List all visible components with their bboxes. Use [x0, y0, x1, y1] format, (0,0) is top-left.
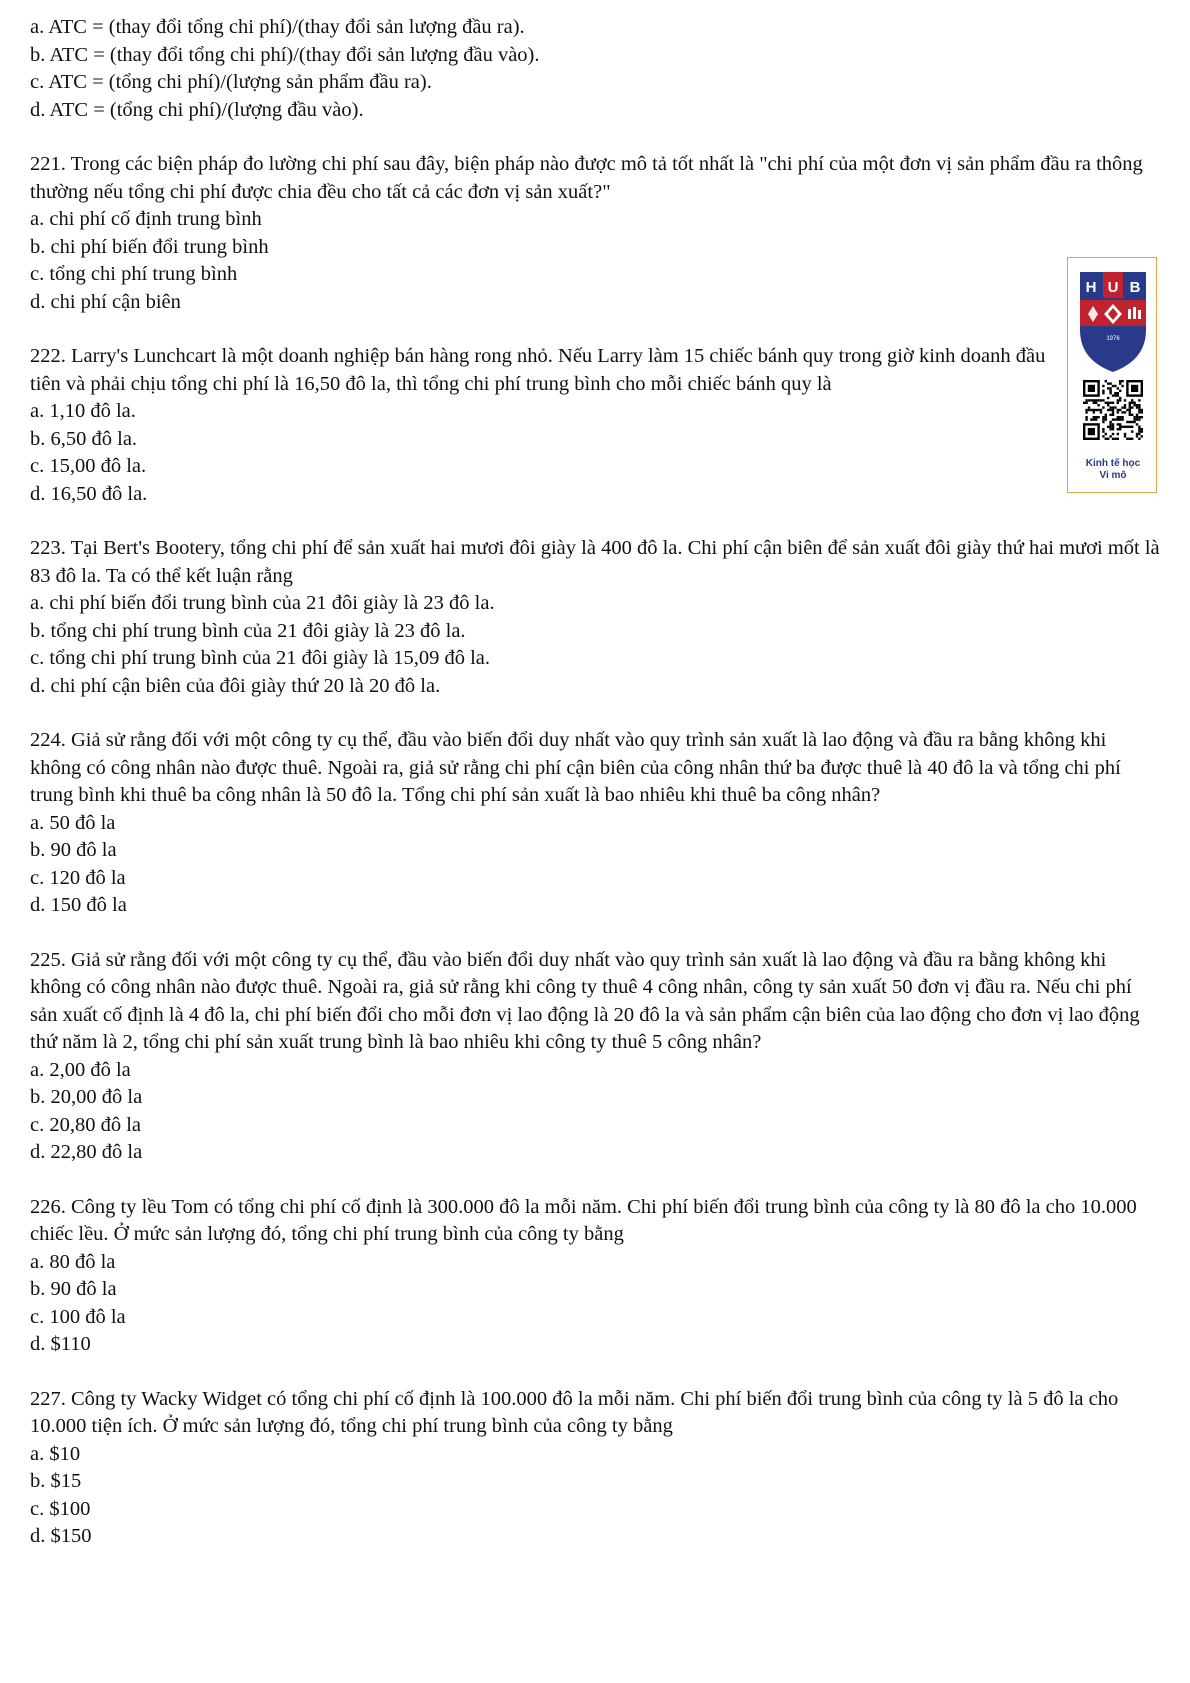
question-222: 222. Larry's Lunchcart là một doanh nghiệp bán hàng rong nhỏ. Nếu Larry làm 15 chiếc bánh quy trong giờ kinh doanh đầu tiên và phải chịu tổng chi phí là 16,50 đô la, thì tổng chi phí trung bình cho mỗi chiếc bánh quy là	[30, 345, 1046, 395]
question-224: 224. Giả sử rằng đối với một công ty cụ thể, đầu vào biến đổi duy nhất vào quy trình sản xuất là lao động và đầu ra bằng không khi không có công nhân nào được thuê. Ngoài ra, giả sử rằng chi phí cận biên của công nhân thứ ba được thuê là 40 đô la và tổng chi phí trung bình khi thuê ba công nhân là 50 đô la. Tổng chi phí sản xuất là bao nhiêu khi thuê ba công nhân?	[30, 729, 1121, 806]
q222-option-c: c. 15,00 đô la.	[30, 455, 147, 477]
q225-option-b: b. 20,00 đô la	[30, 1086, 143, 1108]
q223-option-b: b. tổng chi phí trung bình của 21 đôi giày là 23 đô la.	[30, 619, 466, 642]
prev-option-b: b. ATC = (thay đổi tổng chi phí)/(thay đổi sản lượng đầu vào).	[30, 43, 540, 66]
q221-option-b: b. chi phí biến đổi trung bình	[30, 235, 269, 258]
prev-option-a: a. ATC = (thay đổi tổng chi phí)/(thay đổi sản lượng đầu ra).	[30, 16, 525, 38]
question-221: 221. Trong các biện pháp đo lường chi phí sau đây, biện pháp nào được mô tả tốt nhất là "chi phí của một đơn vị sản phẩm đầu ra thông thường nếu tổng chi phí được chia đều cho tất cả các đơn vị sản xuất?"	[30, 153, 1143, 203]
question-223: 223. Tại Bert's Bootery, tổng chi phí để sản xuất hai mươi đôi giày là 400 đô la. Chi phí cận biên để sản xuất đôi giày thứ hai mươi mốt là 83 đô la. Ta có thể kết luận rằng	[30, 537, 1160, 587]
q222-option-b: b. 6,50 đô la.	[30, 427, 138, 450]
hub-logo-card	[1067, 257, 1157, 493]
q226-option-a: a. 80 đô la	[30, 1250, 116, 1273]
hub-letter-b: B	[1129, 279, 1141, 296]
document-body	[30, 14, 1160, 1551]
q221-option-c: c. tổng chi phí trung bình	[30, 263, 238, 285]
prev-option-d: d. ATC = (tổng chi phí)/(lượng đầu vào).	[30, 98, 364, 121]
question-226: 226. Công ty lều Tom có tổng chi phí cố định là 300.000 đô la mỗi năm. Chi phí biến đổi trung bình của công ty là 80 đô la cho 10.000 chiếc lều. Ở mức sản lượng đó, tổng chi phí trung bình của công ty bằng	[30, 1195, 1137, 1245]
hub-letter-h: H	[1085, 279, 1097, 296]
q227-option-d: d. $150	[30, 1525, 92, 1547]
q221-option-d: d. chi phí cận biên	[30, 290, 181, 313]
prev-option-c: c. ATC = (tổng chi phí)/(lượng sản phẩm đầu ra).	[30, 71, 432, 93]
q222-option-a: a. 1,10 đô la.	[30, 400, 136, 422]
q224-option-d: d. 150 đô la	[30, 894, 127, 916]
q226-option-c: c. 100 đô la	[30, 1305, 126, 1328]
hub-caption-subject: Kinh tế học	[1085, 458, 1141, 469]
q224-option-c: c. 120 đô la	[30, 866, 126, 889]
q222-option-d: d. 16,50 đô la.	[30, 482, 148, 505]
q221-option-a: a. chi phí cố định trung bình	[30, 208, 262, 230]
q224-option-a: a. 50 đô la	[30, 811, 116, 834]
q225-option-d: d. 22,80 đô la	[30, 1141, 143, 1163]
hub-caption-sub: Vi mô	[1099, 470, 1127, 481]
q223-option-a: a. chi phí biến đổi trung bình của 21 đôi giày là 23 đô la.	[30, 592, 495, 614]
hub-letter-u: U	[1107, 279, 1119, 296]
q224-option-b: b. 90 đô la	[30, 839, 117, 861]
q223-option-d: d. chi phí cận biên của đôi giày thứ 20 là 20 đô la.	[30, 674, 441, 697]
q227-option-b: b. $15	[30, 1470, 82, 1492]
q225-option-a: a. 2,00 đô la	[30, 1058, 131, 1081]
q223-option-c: c. tổng chi phí trung bình của 21 đôi giày là 15,09 đô la.	[30, 647, 491, 669]
q225-option-c: c. 20,80 đô la	[30, 1113, 142, 1136]
qr-code-icon	[1083, 380, 1143, 440]
question-225: 225. Giả sử rằng đối với một công ty cụ thể, đầu vào biến đổi duy nhất vào quy trình sản xuất là lao động và đầu ra bằng không khi không có công nhân nào được thuê. Ngoài ra, giả sử rằng khi công ty thuê 4 công nhân, công ty sản xuất 50 đơn vị đầu ra. Nếu chi phí sản xuất cố định là 4 đô la, chi phí biến đổi cho mỗi đơn vị lao động là 20 đô la và sản phẩm cận biên của lao động cho đơn vị lao động thứ năm là 2, tổng chi phí sản xuất trung bình là bao nhiêu khi công ty thuê 5 công nhân?	[30, 948, 1140, 1053]
q227-option-c: c. $100	[30, 1497, 91, 1520]
q227-option-a: a. $10	[30, 1442, 81, 1465]
hub-shield-logo	[1080, 272, 1146, 372]
hub-year: 1976	[1106, 336, 1120, 342]
question-227: 227. Công ty Wacky Widget có tổng chi phí cố định là 100.000 đô la mỗi năm. Chi phí biến đổi trung bình của công ty là 5 đô la cho 10.000 tiện ích. Ở mức sản lượng đó, tổng chi phí trung bình của công ty bằng	[30, 1387, 1119, 1437]
q226-option-d: d. $110	[30, 1333, 91, 1355]
q226-option-b: b. 90 đô la	[30, 1278, 117, 1300]
